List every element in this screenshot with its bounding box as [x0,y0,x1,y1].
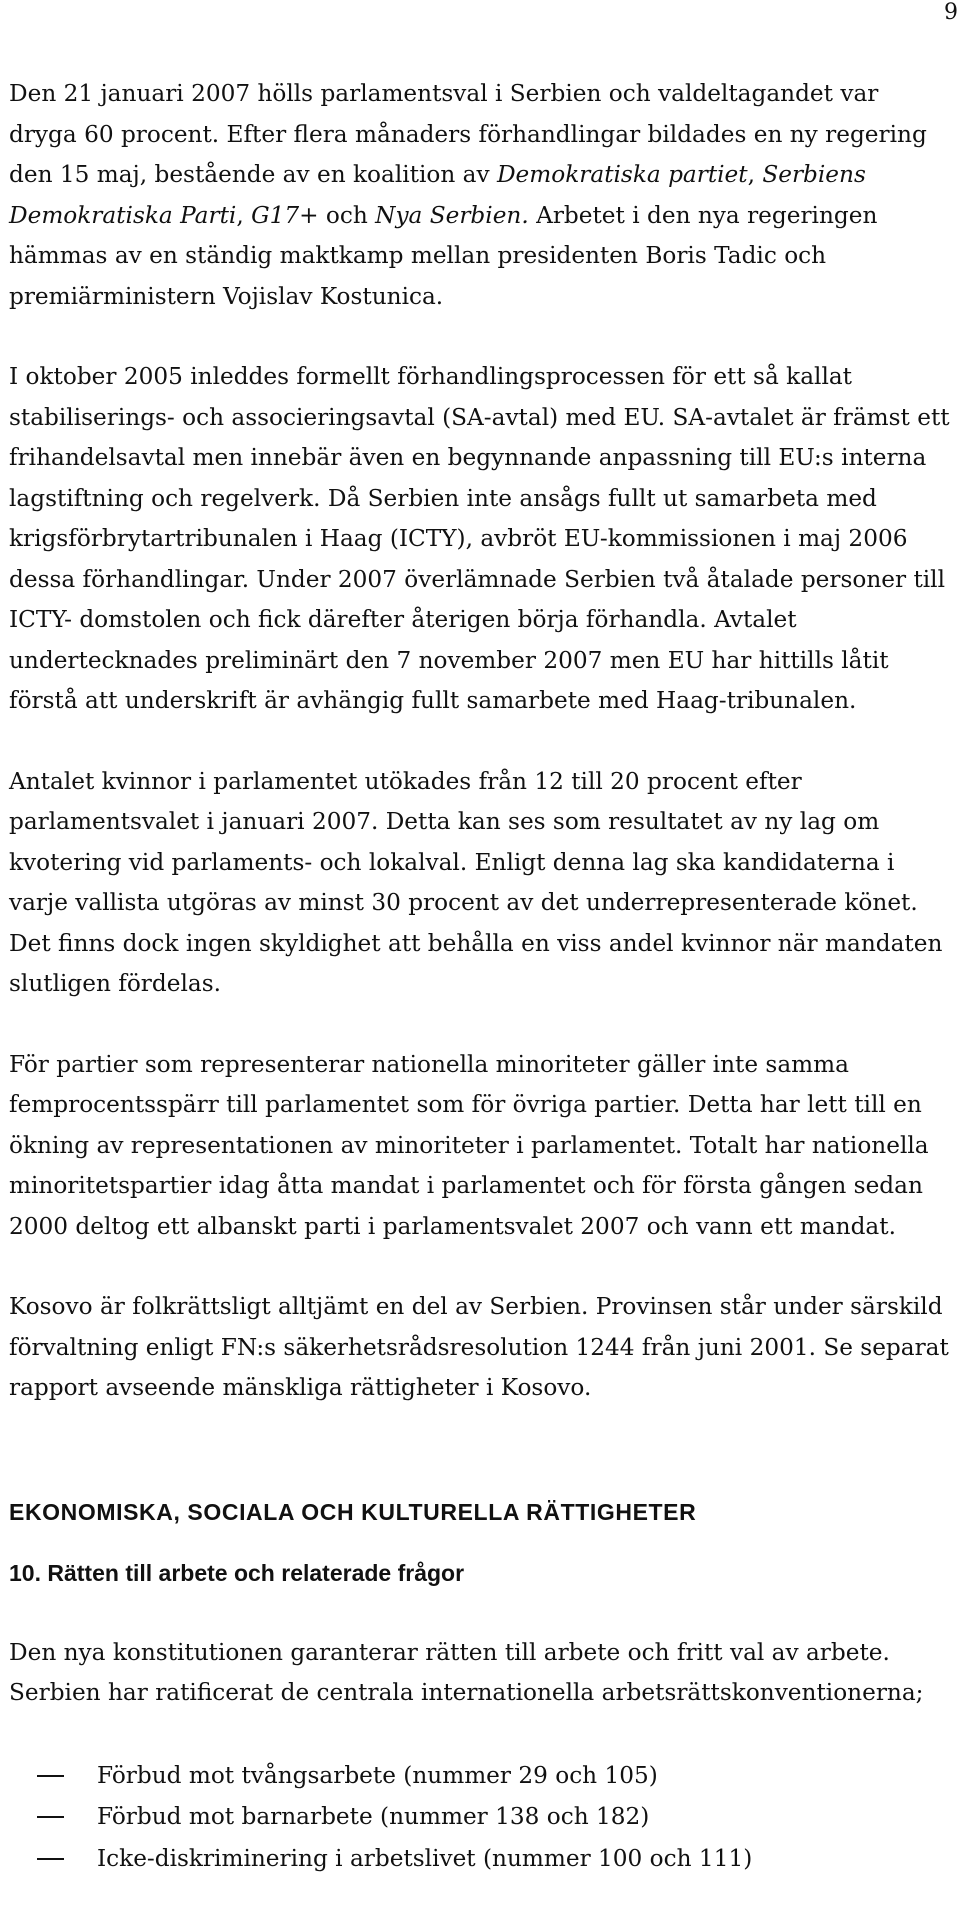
text-span: , [236,201,252,229]
paragraph-sa-agreement: I oktober 2005 inleddes formellt förhandlingsprocessen för ett så kallat stabiliserings- och associeringsavtal (SA-avtal) med EU. SA-avtalet är främst ett frihandelsavtal men innebär även en begynnande anpassning till EU:s interna lagstiftning och regelverk. Då Serbien inte ansågs fullt ut samarbeta med krigsförbrytartribunalen i Haag (ICTY), avbröt EU-kommissionen i maj 2006 dessa förhandlingar. Under 2007 överlämnade Serbien två åtalade personer till ICTY- domstolen och fick därefter återigen börja förhandla. Avtalet undertecknades preliminärt den 7 november 2007 men EU har hittills låtit förstå att underskrift är avhängig fullt samarbete med Haag-tribunalen. [9,363,950,714]
party-name: G17+ [251,201,319,229]
text-span: Arbetet i den nya regeringen hämmas av en ständig maktkamp mellan presidenten Boris Tadic och premiärministern Vojislav Kostunica. [9,201,878,310]
list-item [9,1796,951,1838]
paragraph-election [9,74,951,317]
dash-bullet-icon [37,1816,64,1818]
dash-bullet-icon [37,1775,64,1777]
party-name: Nya Serbien. [375,201,529,229]
subsection-heading: 10. Rätten till arbete och relaterade frågor [9,1559,465,1586]
conventions-list [9,1755,951,1880]
party-name: Demokratiska partiet [496,161,748,188]
text-span: Den 21 januari 2007 hölls parlamentsval i Serbien och valdeltagandet var dryga 60 procent. Efter flera månaders förhandlingar bildades en ny regering den 15 maj, bestående av en koalition av [9,80,927,188]
text-span: och [318,201,376,229]
paragraph-minorities: För partier som representerar nationella minoriteter gäller inte samma femprocentsspärr till parlamentet som för övriga partier. Detta har lett till en ökning av representationen av minoriteter i parlamentet. Totalt har nationella minoritetspartier idag åtta mandat i parlamentet och för första gången sedan 2000 deltog ett albanskt parti i parlamentsvalet 2007 och vann ett mandat. [9,1050,929,1240]
document-body [9,74,951,1879]
list-item-label: Förbud mot barnarbete (nummer 138 och 182) [97,1803,650,1830]
section-heading: EKONOMISKA, SOCIALA OCH KULTURELLA RÄTTIGHETER [9,1498,697,1525]
paragraph-kosovo: Kosovo är folkrättsligt alltjämt en del av Serbien. Provinsen står under särskild förvaltning enligt FN:s säkerhetsrådsresolution 1244 från juni 2001. Se separat rapport avseende mänskliga rättigheter i Kosovo. [9,1293,949,1401]
page-number: 9 [944,0,958,25]
list-item-label: Förbud mot tvångsarbete (nummer 29 och 105) [97,1761,658,1789]
text-span: , [747,161,763,188]
paragraph-labour-rights: Den nya konstitutionen garanterar rätten till arbete och fritt val av arbete. Serbien har ratificerat de centrala internationella arbetsrättskonventionerna; [9,1638,924,1706]
list-item-label: Icke-diskriminering i arbetslivet (nummer 100 och 111) [97,1844,753,1872]
party-name: Serbiens Demokratiska Parti [9,161,866,229]
dash-bullet-icon [37,1858,64,1860]
paragraph-women-parliament: Antalet kvinnor i parlamentet utökades från 12 till 20 procent efter parlamentsvalet i januari 2007. Detta kan ses som resultatet av ny lag om kvotering vid parlaments- och lokalval. Enligt denna lag ska kandidaterna i varje vallista utgöras av minst 30 procent av det underrepresenterade könet. Det finns dock ingen skyldighet att behålla en viss andel kvinnor när mandaten slutligen fördelas. [9,767,943,997]
list-item [9,1838,951,1880]
list-item [9,1755,951,1797]
